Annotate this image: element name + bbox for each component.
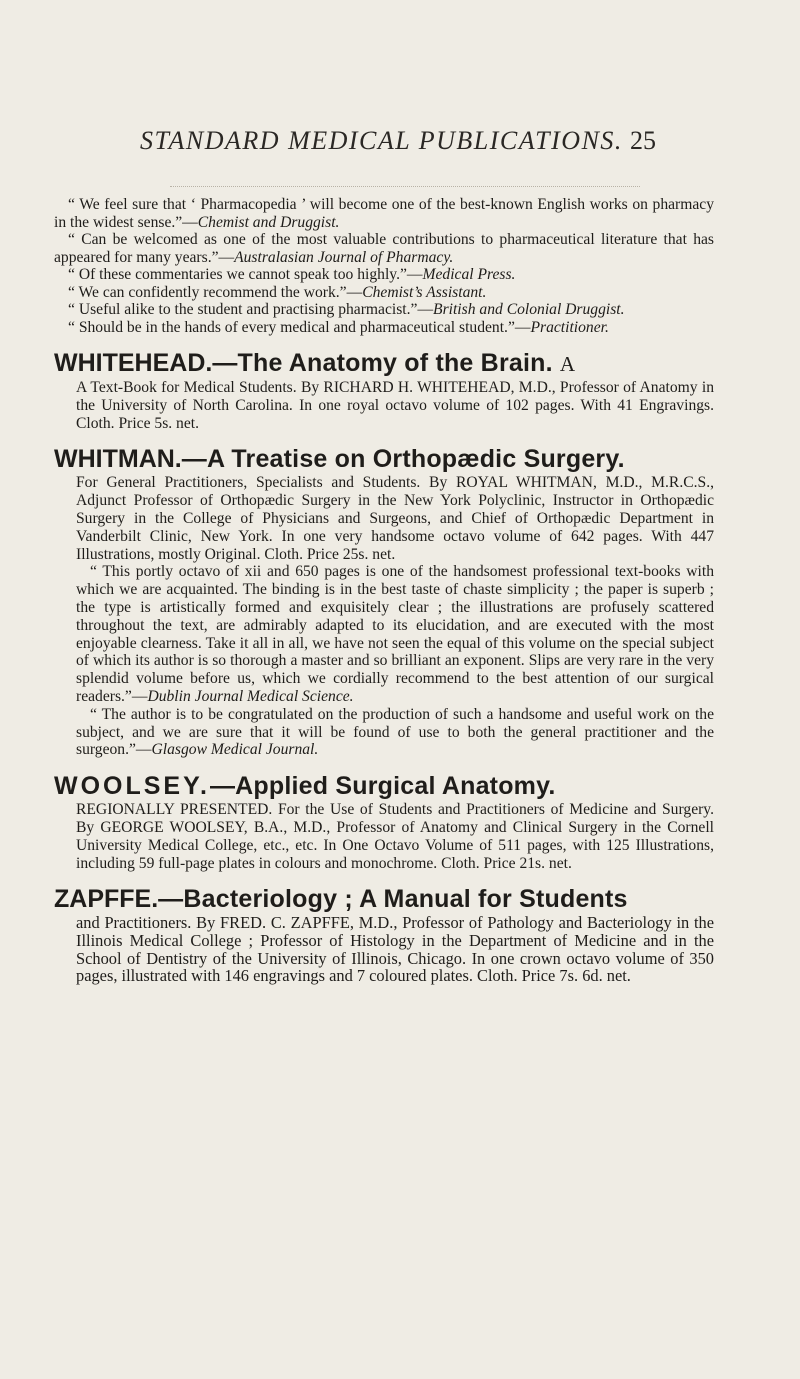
entry-description: For General Practitioners, Specialists and Students. By ROYAL WHITMAN, M.D., M.R.C.S., Adjunct Professor of Orthopædic Surgery in the New York Polyclinic, Instructor in Orthopædic Surgery in the College of Physicians and Surgeons, and Chief of Orthopædic Department in Vanderbilt Clinic, New York. In one very handsome octavo volume of 642 pages. With 447 Illustrations, mostly Original. Cloth. Price 25s. net.: [76, 474, 714, 563]
book-title: —Bacteriology ; A Manual for Students: [158, 885, 628, 914]
entry-heading: WHITEHEAD.—The Anatomy of the Brain. A: [54, 349, 576, 377]
entry-heading: [54, 444, 714, 474]
review-quote: “ We can confidently recommend the work.”—Chemist’s Assistant.: [68, 283, 487, 301]
review-source: Glasgow Medical Journal.: [151, 741, 319, 759]
author-name: WHITEHEAD.: [54, 349, 213, 377]
review-quote: “ Should be in the hands of every medical and pharmaceutical student.”—Practitioner.: [68, 318, 609, 336]
page-content: [54, 196, 714, 985]
review-source: Chemist’s Assistant.: [362, 283, 487, 301]
entry-description: REGIONALLY PRESENTED. For the Use of Students and Practitioners of Medicine and Surgery. By GEORGE WOOLSEY, B.A., M.D., Professor of Anatomy and Clinical Surgery in the Cornell University Medical College, etc., etc. In One Octavo Volume of 511 pages, with 125 Illustrations, including 59 full-page plates in colours and monochrome. Cloth. Price 21s. net.: [76, 801, 714, 872]
review-quote: “ Can be welcomed as one of the most valuable contributions to pharmaceutical literature that has appeared for many years.”—Australasian Journal of Pharmacy.: [54, 231, 714, 266]
running-head: [0, 126, 800, 166]
book-title: —A Treatise on Orthopædic Surgery.: [181, 445, 625, 474]
running-title: STANDARD MEDICAL PUBLICATIONS.: [140, 126, 623, 155]
entry-woolsey: [54, 771, 714, 872]
review-quote: “ Of these commentaries we cannot speak too highly.”—Medical Press.: [68, 266, 516, 283]
review-source: Practitioner.: [530, 318, 609, 336]
review-source: Medical Press.: [422, 266, 516, 283]
author-name: WOOLSEY.: [54, 772, 210, 801]
header-rule: [170, 186, 640, 187]
review-source: Dublin Journal Medical Science.: [147, 687, 354, 705]
review-source: Chemist and Druggist.: [197, 213, 340, 231]
entry-zapffe: [54, 884, 714, 984]
review-quote: “ We feel sure that ‘ Pharmacopedia ’ will become one of the best-known English works on pharmacy in the widest sense.”—Chemist and Druggist.: [54, 196, 714, 231]
book-title: —The Anatomy of the Brain.: [212, 349, 553, 377]
entry-description: A Text-Book for Medical Students. By RICHARD H. WHITEHEAD, M.D., Professor of Anatomy in the University of North Carolina. In one royal octavo volume of 102 pages. With 41 Engravings. Cloth. Price 5s. net.: [76, 379, 714, 432]
entry-heading: [54, 884, 714, 914]
entry-whitman: [54, 444, 714, 759]
book-title: —Applied Surgical Anatomy.: [209, 772, 556, 801]
author-name: ZAPFFE.: [54, 885, 159, 914]
review-source: British and Colonial Druggist.: [433, 301, 625, 318]
review-quote: “ This portly octavo of xii and 650 pages is one of the handsomest professional text-books with which we are acquainted. The binding is in the best taste of chaste simplicity ; the paper is superb ; the type is artistically formed and exquisitely clear ; the illustrations are profusely scattered throughout the text, are admirably adapted to its elucidation, and are executed with the most enjoyable clearness. Take it all in all, we have not seen the equal of this volume on the special subject of which its author is so thorough a master and so brilliant an exponent. Slips are very rare in the very splendid volume before us, which we cordially recommend to the best attention of our surgical readers.”—Dublin Journal Medical Science.: [76, 563, 714, 705]
author-name: WHITMAN.: [54, 445, 182, 474]
entry-whitehead: [54, 348, 714, 432]
page-number: 25: [630, 126, 656, 155]
review-source: Australasian Journal of Pharmacy.: [234, 248, 454, 266]
entry-description: and Practitioners. By FRED. C. ZAPFFE, M.D., Professor of Pathology and Bacteriology in the Illinois Medical College ; Professor of Histology in the Department of Medicine and in the School of Dentistry of the University of Illinois, Chicago. In one crown octavo volume of 350 pages, illustrated with 146 engravings and 7 coloured plates. Cloth. Price 7s. 6d. net.: [76, 913, 714, 986]
review-quote: “ Useful alike to the student and practising pharmacist.”—British and Colonial Druggist.: [68, 301, 625, 318]
review-quote: “ The author is to be congratulated on the production of such a handsome and useful work on the subject, and we are sure that it will be found of use to both the general practitioner and the surgeon.”—Glasgow Medical Journal.: [76, 705, 714, 759]
pharmacopedia-reviews: [54, 196, 714, 336]
entry-heading: [54, 771, 714, 801]
